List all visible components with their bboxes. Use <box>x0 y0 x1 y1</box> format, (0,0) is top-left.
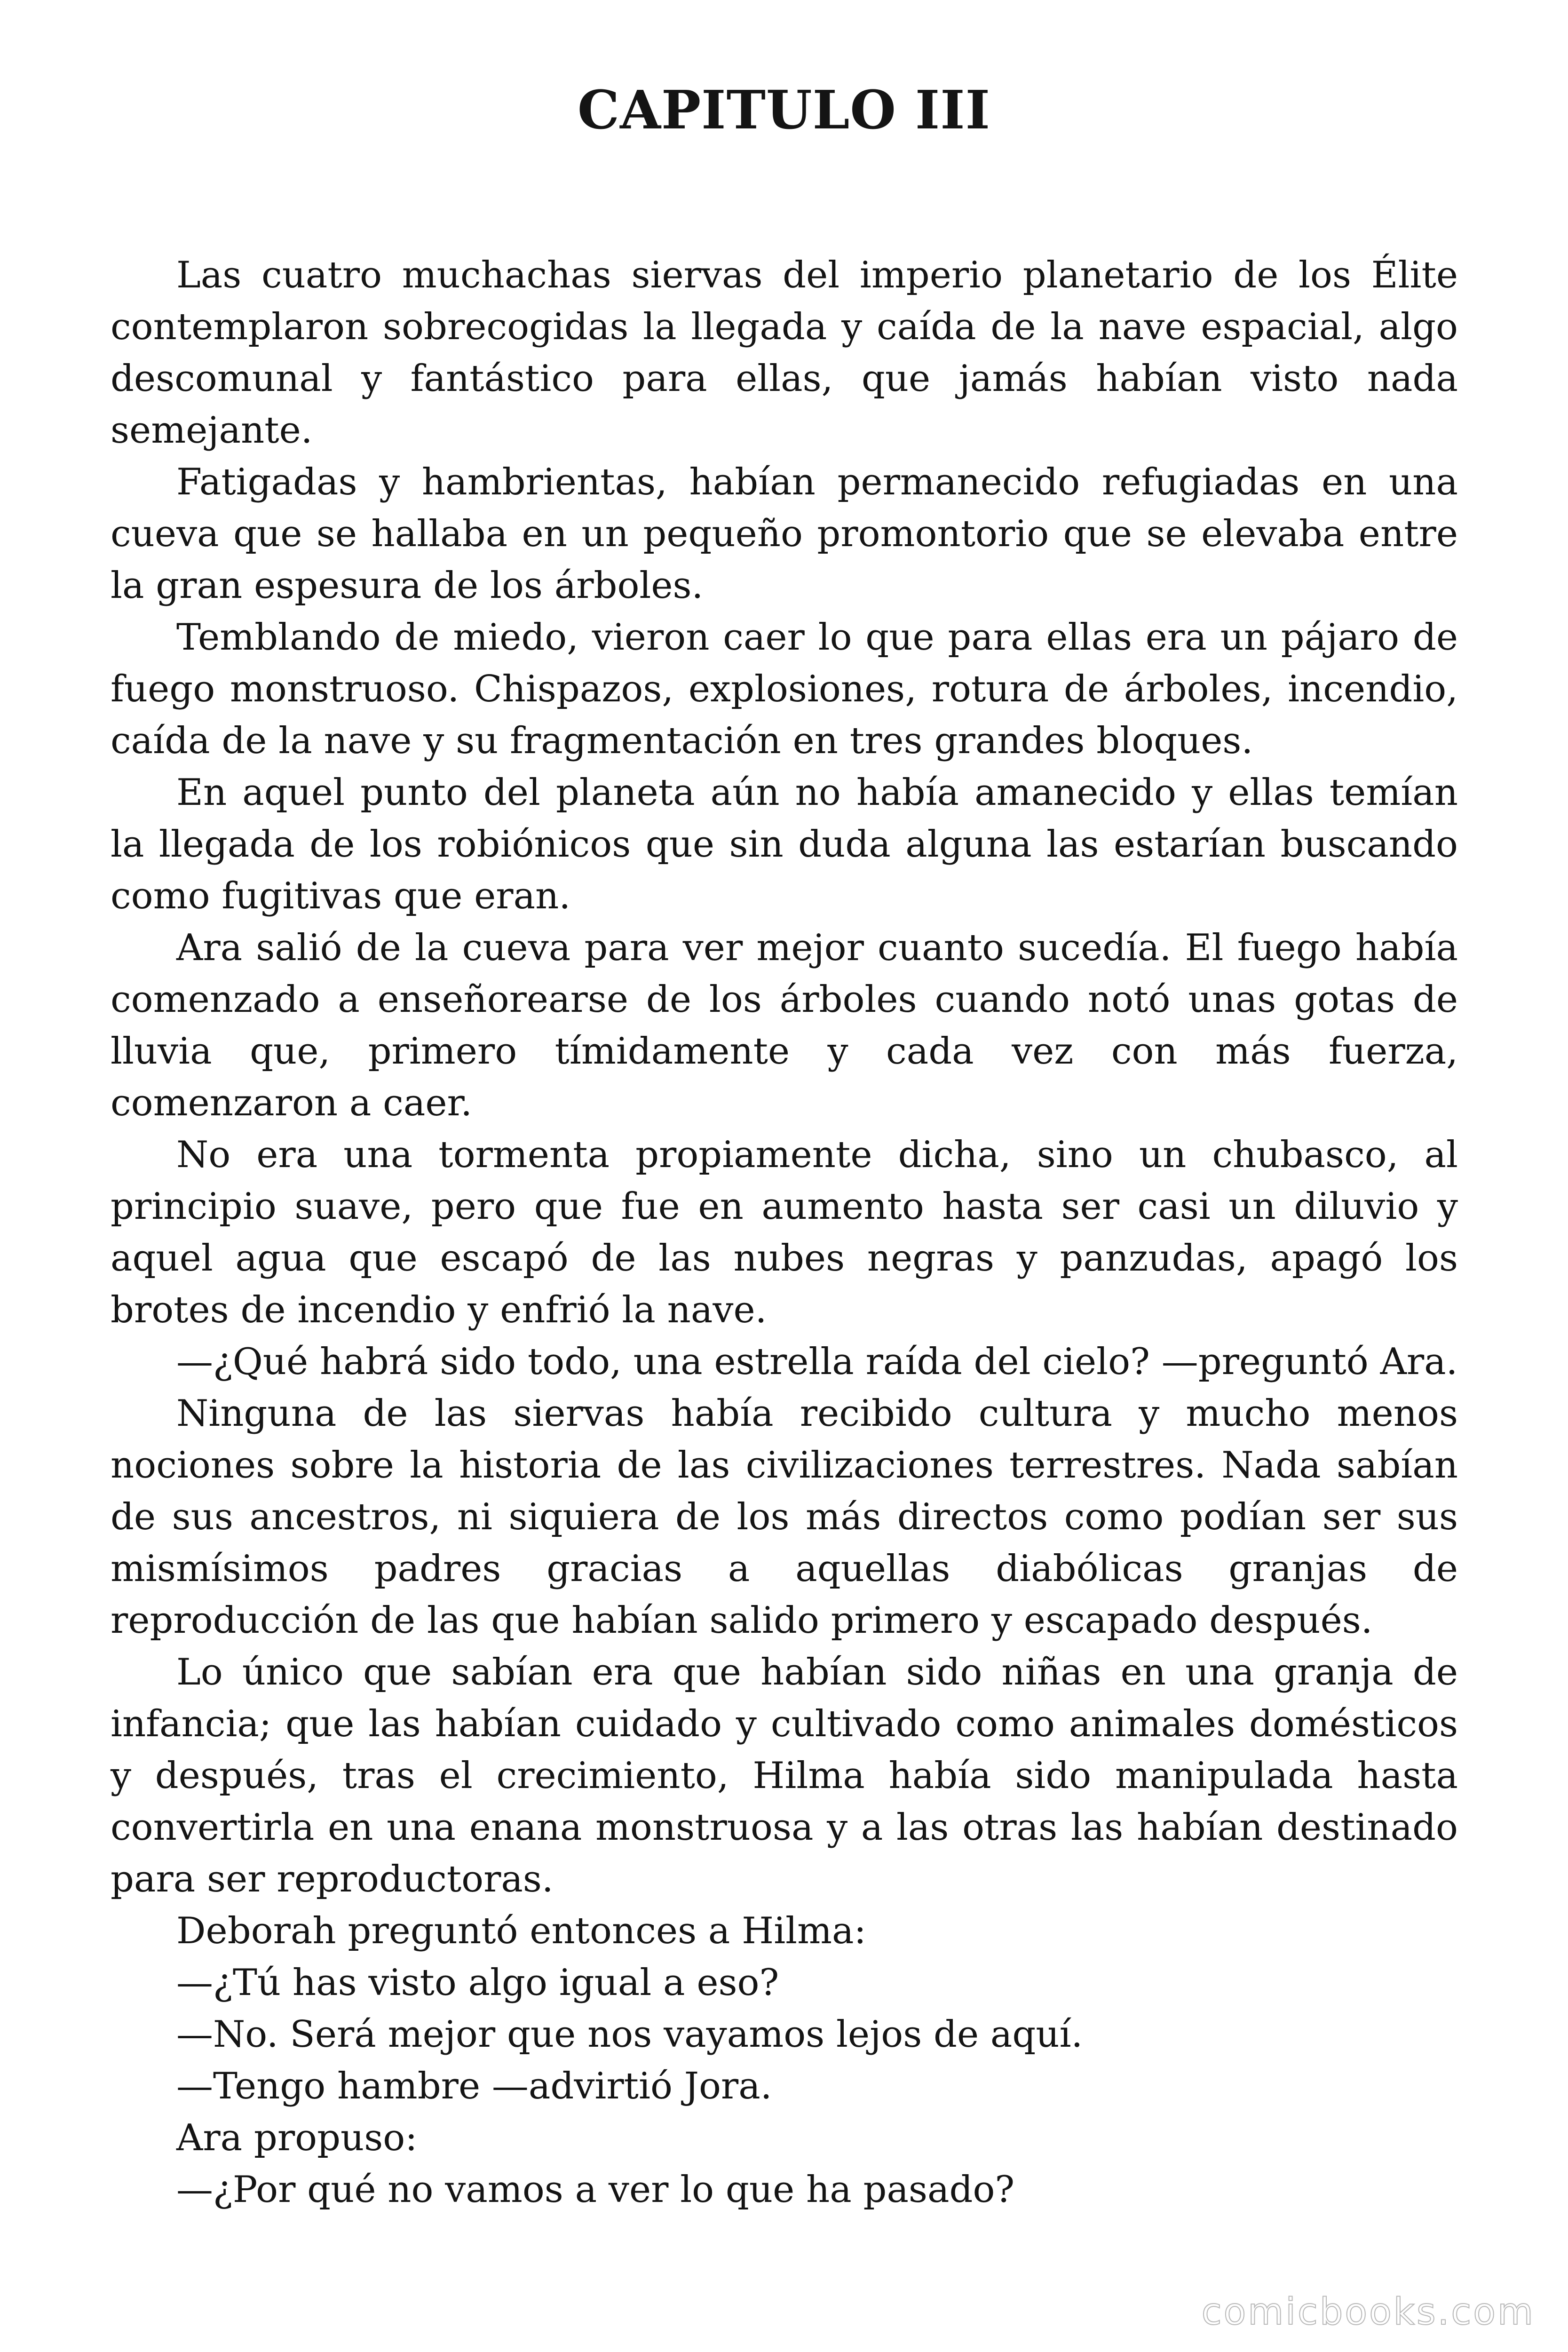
chapter-title: CAPITULO III <box>577 79 991 141</box>
chapter-body <box>111 249 1458 2216</box>
paragraph: Ninguna de las siervas había recibido cultura y mucho menos nociones sobre la historia de las civilizaciones terrestres. Nada sabían de sus ancestros, ni siquiera de los más directos como podían ser sus mismísimos padres gracias a aquellas diabólicas granjas de reproducción de las que habían salido primero y escapado después. <box>111 1392 1458 1642</box>
paragraph: Lo único que sabían era que habían sido niñas en una granja de infancia; que las habían cuidado y cultivado como animales domésticos y después, tras el crecimiento, Hilma había sido manipulada hasta convertirla en una enana monstruosa y a las otras las habían destinado para ser reproductoras. <box>111 1651 1458 1900</box>
dialogue-line: —Tengo hambre —advirtió Jora. <box>176 2065 772 2107</box>
dialogue-line: —¿Por qué no vamos a ver lo que ha pasado? <box>176 2169 1015 2211</box>
dialogue-line: —¿Tú has visto algo igual a eso? <box>176 1962 779 2004</box>
paragraph: Las cuatro muchachas siervas del imperio planetario de los Élite contemplaron sobrecogidas la llegada y caída de la nave espacial, algo descomunal y fantástico para ellas, que jamás habían visto nada semejante. <box>111 254 1458 452</box>
paragraph: Deborah preguntó entonces a Hilma: <box>176 1910 866 1952</box>
paragraph: Ara salió de la cueva para ver mejor cuanto sucedía. El fuego había comenzado a enseñorearse de los árboles cuando notó unas gotas de lluvia que, primero tímidamente y cada vez con más fuerza, comenzaron a caer. <box>111 927 1458 1124</box>
paragraph: Temblando de miedo, vieron caer lo que para ellas era un pájaro de fuego monstruoso. Chispazos, explosiones, rotura de árboles, incendio, caída de la nave y su fragmentación en tres grandes bloques. <box>111 616 1458 762</box>
paragraph: En aquel punto del planeta aún no había amanecido y ellas temían la llegada de los robiónicos que sin duda alguna las estarían buscando como fugitivas que eran. <box>111 771 1458 917</box>
dialogue-line: —No. Será mejor que nos vayamos lejos de aquí. <box>176 2013 1083 2056</box>
watermark-logo: comicbooks.com <box>1201 2291 1535 2333</box>
dialogue-line: —¿Qué habrá sido todo, una estrella raída del cielo? —preguntó Ara. <box>176 1341 1458 1383</box>
paragraph: No era una tormenta propiamente dicha, sino un chubasco, al principio suave, pero que fue en aumento hasta ser casi un diluvio y aquel agua que escapó de las nubes negras y panzudas, apagó los brotes de incendio y enfrió la nave. <box>111 1134 1458 1331</box>
paragraph: Fatigadas y hambrientas, habían permanecido refugiadas en una cueva que se hallaba en un pequeño promontorio que se elevaba entre la gran espesura de los árboles. <box>111 461 1458 607</box>
paragraph: Ara propuso: <box>176 2117 418 2159</box>
